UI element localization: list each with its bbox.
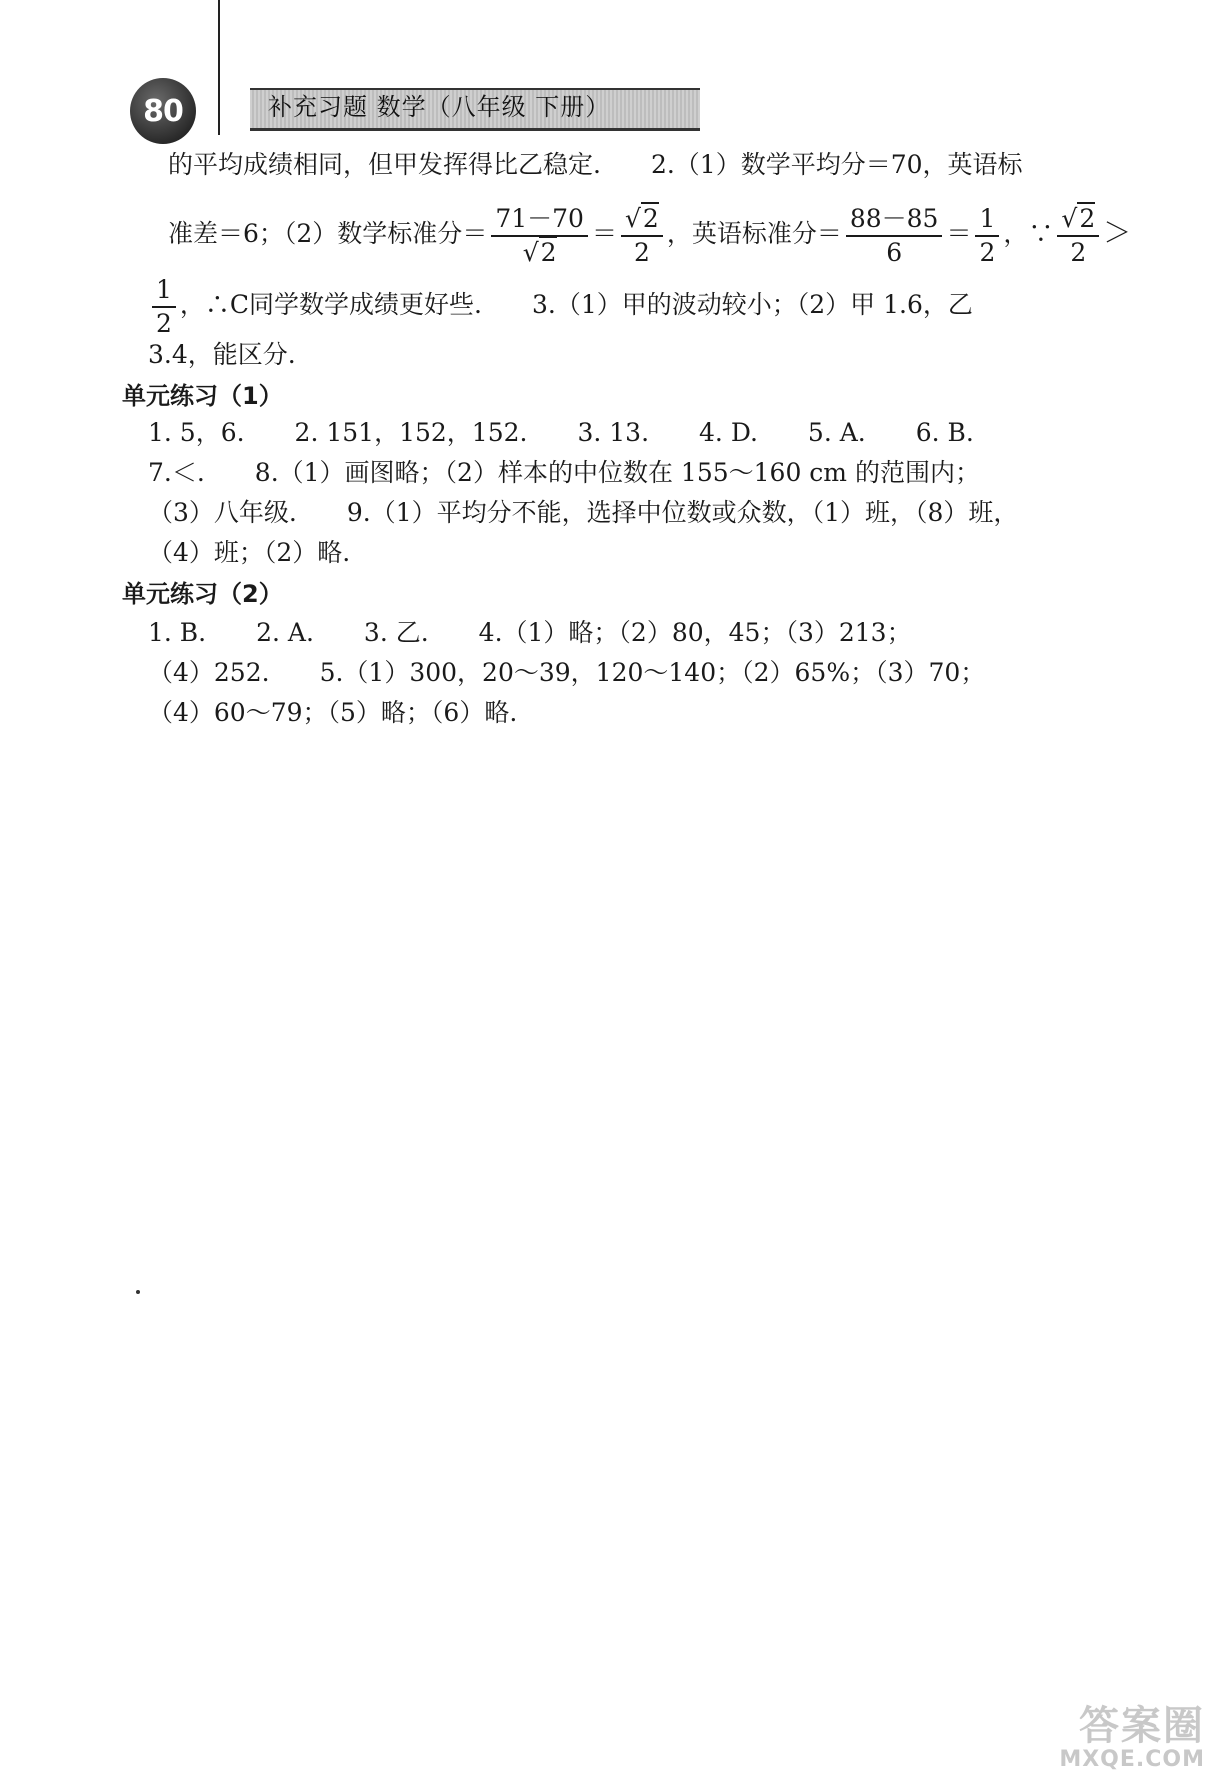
unit-2-heading: 单元练习（2） [122, 580, 283, 608]
fraction-sqrt2-over-2-compare: $\frac{√2}{2}$ [1057, 203, 1099, 269]
body-line-1: 的平均成绩相同，但甲发挥得比乙稳定. 2.（1）数学平均分＝70，英语标 [168, 150, 1023, 179]
unit-1-line-1: 1. 5，6. 2. 151，152，152. 3. 13. 4. D. 5. A. 6. B. [148, 418, 974, 447]
fraction-1-over-2-lead: $\frac{1}{2}$ [152, 274, 176, 340]
book-title: 补充习题 数学（八年级 下册） [268, 93, 611, 121]
watermark [1025, 1704, 1205, 1774]
unit-1-heading: 单元练习（1） [122, 382, 283, 410]
unit-1-line-4: （4）班；（2）略. [148, 538, 351, 567]
fraction-88-85-over-6: $\frac{88-85}{6}$ [846, 203, 943, 269]
header-vertical-rule [218, 0, 220, 135]
body-line-4: 3.4，能区分. [148, 340, 296, 369]
fraction-71-70-over-sqrt2: $\frac{71-70}{√2}$ [491, 203, 588, 269]
fraction-1-over-2: $\frac{1}{2}$ [975, 203, 999, 269]
watermark-site: MXQE.COM [1059, 1747, 1205, 1772]
body-line-3: $\frac{1}{2}$ ，∴C同学数学成绩更好些. 3.（1）甲的波动较小；（2）甲 1.6，乙 [148, 270, 973, 340]
unit-2-line-2: （4）252. 5.（1）300，20～39，120～140；（2）65%；（3）70； [148, 658, 986, 687]
line2-text-a: 准差＝6；（2）数学标准分＝ [168, 219, 488, 248]
fraction-sqrt2-over-2: $\frac{√2}{2}$ [621, 203, 663, 269]
unit-1-line-3: （3）八年级. 9.（1）平均分不能，选择中位数或众数，（1）班，（8）班， [148, 498, 1019, 527]
page-number-badge: 80 [130, 78, 196, 144]
unit-1-line-2: 7.＜. 8.（1）画图略；（2）样本的中位数在 155～160 cm 的范围内； [148, 458, 980, 487]
unit-2-line-3: （4）60～79；（5）略；（6）略. [148, 698, 518, 727]
unit-2-line-1: 1. B. 2. A. 3. 乙. 4.（1）略；（2）80，45；（3）213； [148, 618, 912, 647]
body-line-2: 准差＝6；（2）数学标准分＝ $\frac{71-70}{√2}$ ＝ $\frac{√2}{2}$ ，英语标准分＝ $\frac{88-85}{6}$ ＝ $\frac{1}{2}$ ，∵ $\frac{√2}{2}$ ＞ [168, 198, 1131, 269]
stray-dot [136, 1290, 140, 1294]
watermark-logo: 答案圈 [1079, 1703, 1205, 1749]
